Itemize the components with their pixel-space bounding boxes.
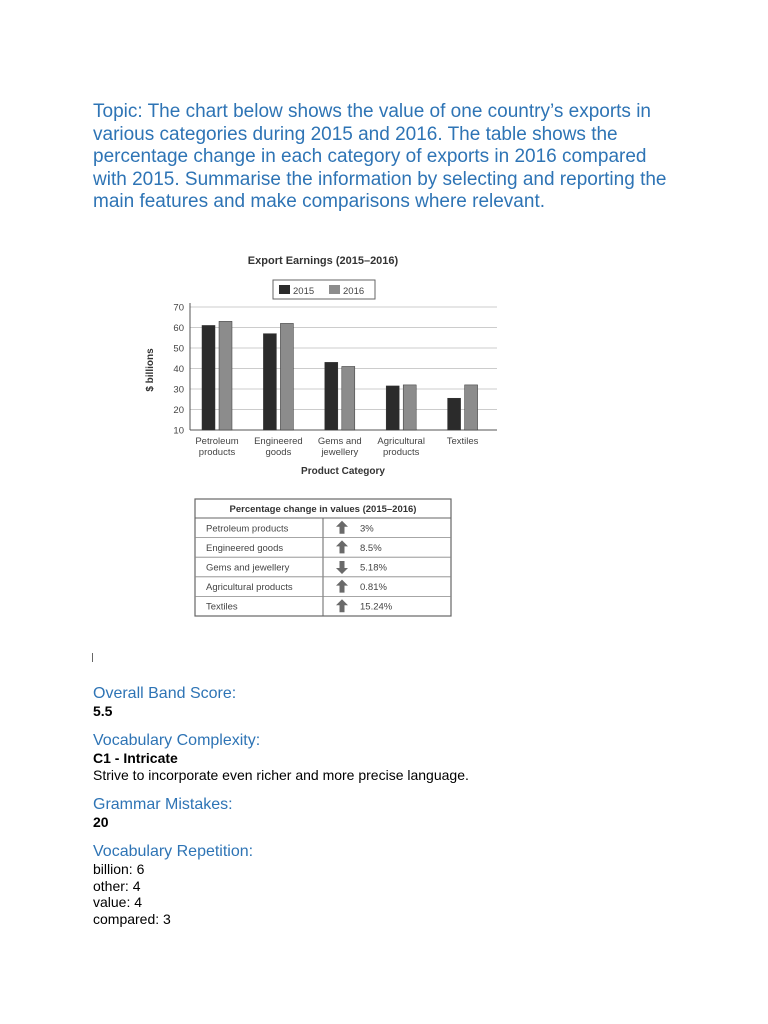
table-category: Engineered goods (206, 542, 284, 554)
legend-swatch-2016 (329, 285, 340, 294)
vocab-complexity-value: C1 - Intricate (93, 750, 178, 766)
table-change-value: 0.81% (360, 582, 387, 594)
chart-title: Export Earnings (2015–2016) (247, 255, 399, 267)
table-category: Textiles (206, 601, 238, 613)
bar-2016 (465, 385, 478, 430)
x-tick-label: Textiles (446, 436, 479, 447)
x-tick-label: jewellery (321, 447, 359, 458)
legend-label-2016: 2016 (343, 286, 365, 297)
table-change-value: 8.5% (360, 542, 382, 554)
bar-2015 (386, 386, 399, 430)
x-axis-label: Product Category (301, 466, 385, 477)
grammar-mistakes-value: 20 (93, 814, 109, 830)
export-earnings-chart (140, 248, 479, 488)
table-change-value: 3% (360, 523, 374, 535)
grammar-section (93, 795, 233, 831)
bar-2016 (342, 366, 355, 430)
table-category: Gems and jewellery (206, 562, 290, 574)
grammar-mistakes-label: Grammar Mistakes: (93, 796, 233, 813)
y-axis-label: $ billions (145, 348, 156, 392)
vocab-complexity-label: Vocabulary Complexity: (93, 732, 261, 749)
band-score-label: Overall Band Score: (93, 685, 237, 702)
y-tick-label: 20 (173, 405, 184, 416)
y-tick-label: 10 (173, 425, 184, 437)
figure (140, 248, 479, 613)
table-category: Petroleum products (206, 523, 289, 535)
table-title: Percentage change in values (2015–2016) (229, 504, 417, 515)
y-tick-label: 40 (173, 364, 184, 375)
bar-2015 (325, 362, 338, 430)
y-tick-label: 50 (173, 343, 184, 355)
vocab-repetition-list (93, 861, 253, 927)
y-tick-label: 60 (173, 323, 184, 334)
table-change-value: 5.18% (360, 562, 387, 574)
band-score-value: 5.5 (93, 703, 113, 719)
repetition-item: value: 4 (93, 894, 143, 910)
repetition-item: other: 4 (93, 877, 141, 894)
chart-legend (273, 280, 375, 299)
x-tick-label: goods (265, 447, 292, 458)
text-cursor-mark (92, 653, 93, 662)
bar-2016 (403, 385, 416, 430)
vocab-complexity-section (93, 731, 469, 784)
table-category: Agricultural products (206, 582, 293, 594)
legend-label-2015: 2015 (293, 286, 315, 297)
vocab-repetition-section (93, 842, 253, 927)
y-tick-label: 30 (173, 384, 184, 396)
x-tick-label: Engineered (254, 436, 303, 447)
vocab-complexity-note: Strive to incorporate even richer and more precise language. (93, 767, 469, 783)
bar-2015 (202, 325, 215, 430)
topic-text: Topic: The chart below shows the value of one country’s exports in various categories during 2015 and 2016. The table shows the percentage change in each category of exports in 2016 compared with 2015. Summarise the information by selecting and reporting the main features and make comparisons where relevant. (93, 101, 667, 212)
bar-2015 (263, 334, 276, 430)
legend-swatch-2015 (279, 285, 290, 294)
repetition-item: compared: 3 (93, 910, 171, 927)
x-tick-label: products (382, 447, 420, 458)
bar-2016 (280, 323, 293, 430)
y-tick-label: 70 (173, 302, 184, 314)
vocab-repetition-label: Vocabulary Repetition: (93, 843, 254, 860)
x-tick-label: Gems and (317, 436, 362, 447)
x-tick-label: products (198, 447, 236, 458)
x-tick-label: Agricultural (377, 436, 425, 447)
band-score-section (93, 684, 236, 720)
table-change-value: 15.24% (360, 601, 393, 613)
percentage-change-table (194, 498, 514, 628)
repetition-item: billion: 6 (93, 861, 145, 877)
x-tick-label: Petroleum (195, 436, 239, 447)
bar-2015 (448, 398, 461, 430)
bar-2016 (219, 321, 232, 430)
